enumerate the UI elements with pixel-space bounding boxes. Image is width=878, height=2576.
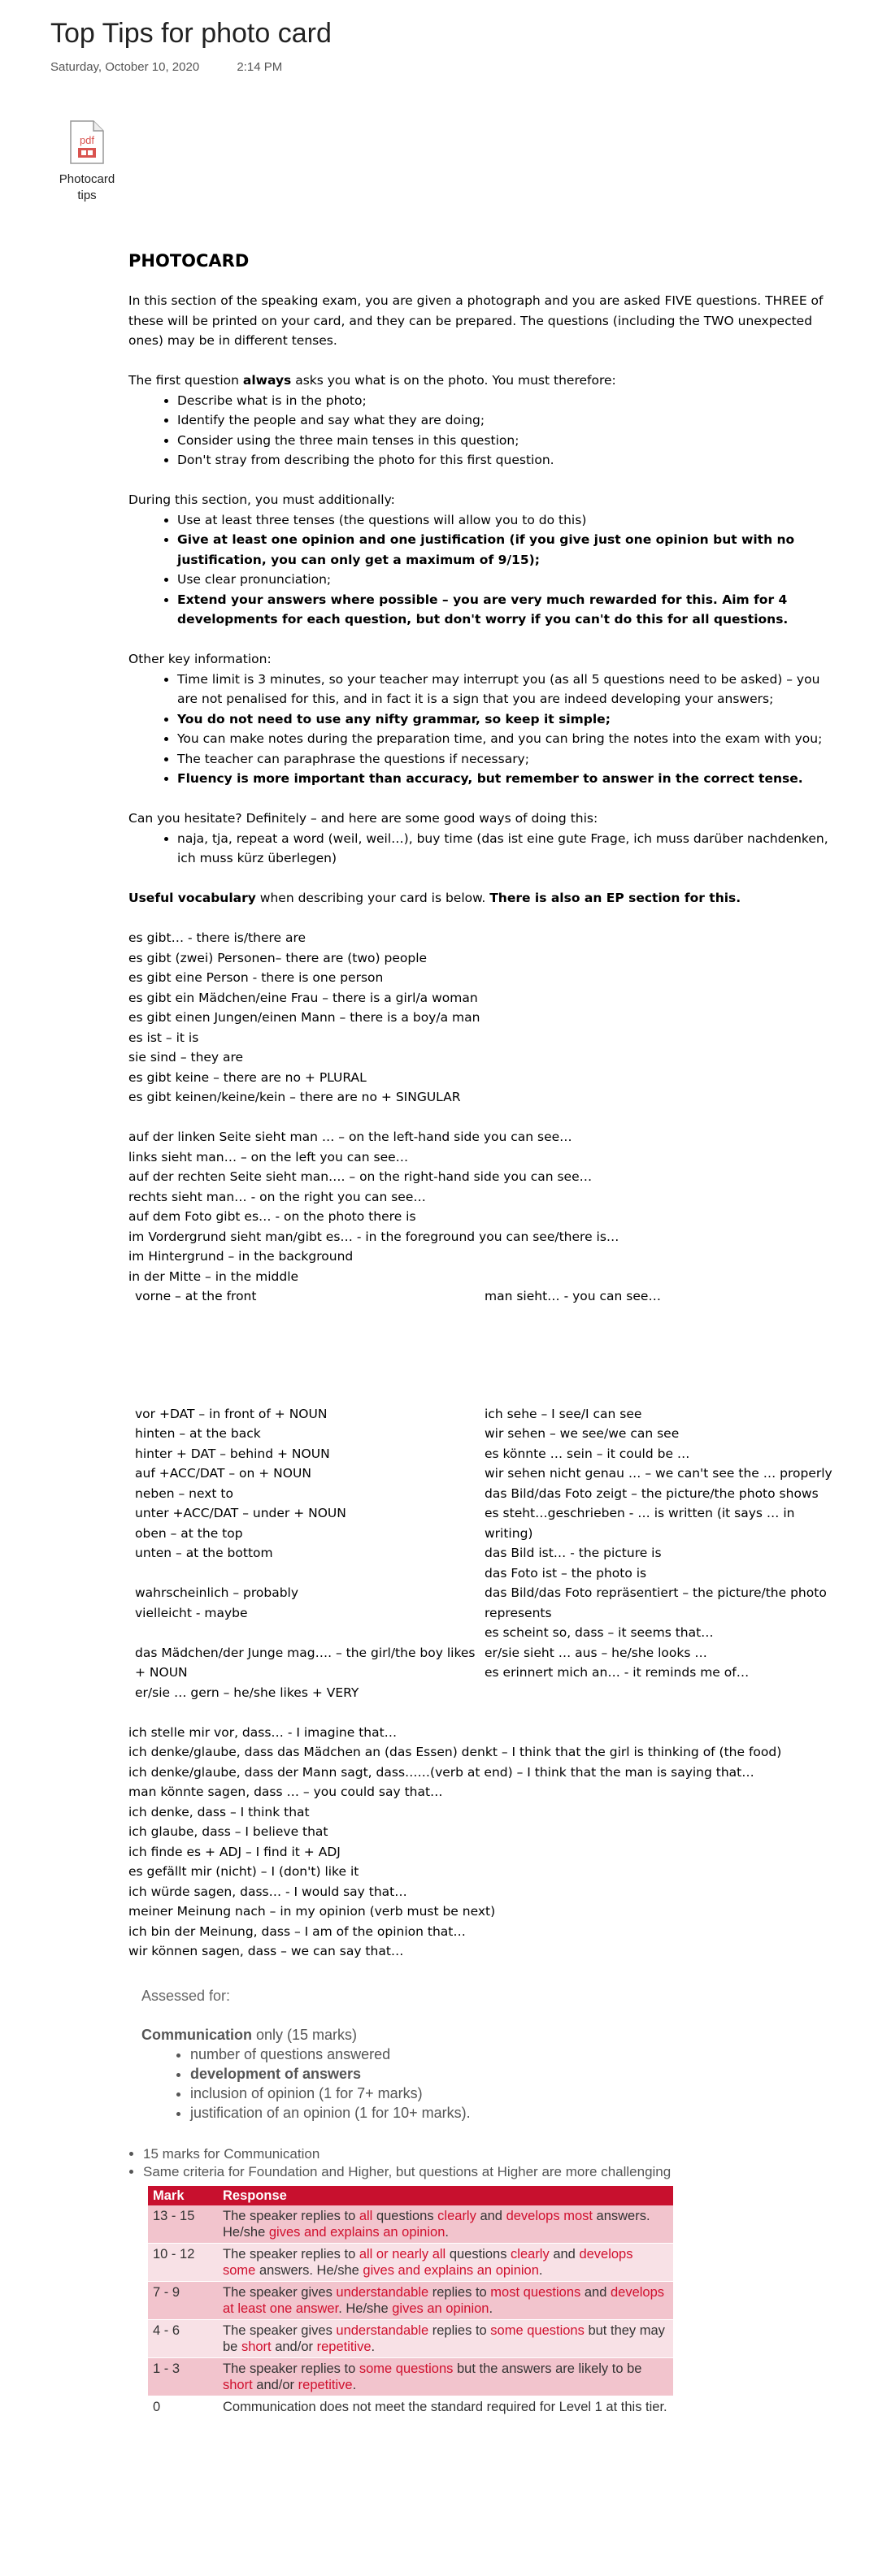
list-item: • Don't stray from describing the photo for this first question. xyxy=(177,450,836,471)
list-item: • Time limit is 3 minutes, so your teacher may interrupt you (as all 5 questions need to be asked) – you are not penalised for this, and in fact it is a sign that you are indeed developing your answers; xyxy=(177,670,836,709)
mark-table xyxy=(148,2186,673,2418)
vocab-block-c: ich stelle mir vor, dass… - I imagine that… ich denke/glaube, dass das Mädchen an (das Essen) denkt – I think that the girl is thinking of (the food) ich denke/glaube, dass der Mann sagt, dass……(verb at end) – I think that the man is saying that… man könnte sagen, dass … – you could say that… ich denke, dass – I think that ich glaube, dass – I believe that ich finde es + ADJ – I find it + ADJ es gefällt mir (nicht) – I (don't) like it ich würde sagen, dass… - I would say that… meiner Meinung nach – in my opinion (verb must be next) ich bin der Meinung, dass – I am of the opinion that… wir können sagen, dass – we can say that… xyxy=(128,1724,782,1958)
communication-line: Communication only (15 marks) xyxy=(141,2026,358,2043)
list-item: • Consider using the three main tenses in this question; xyxy=(177,431,836,451)
during-list xyxy=(128,510,836,630)
pdf-attachment[interactable] xyxy=(50,120,124,204)
other-heading: Other key information: xyxy=(128,652,272,666)
doc-heading: PHOTOCARD xyxy=(128,251,250,271)
header-response: Response xyxy=(218,2186,673,2205)
pdf-icon-text: pdf xyxy=(79,134,95,146)
list-item: • 15 marks for Communication xyxy=(143,2145,836,2163)
pdf-icon xyxy=(69,120,105,164)
page-meta xyxy=(50,60,316,74)
during-heading: During this section, you must additionally: xyxy=(128,492,395,507)
other-list xyxy=(128,670,836,789)
hesitate-heading: Can you hesitate? Definitely – and here are some good ways of doing this: xyxy=(128,811,598,826)
first-question-list xyxy=(128,391,836,471)
hesitate-list xyxy=(128,829,836,869)
table-row: 7 - 9 The speaker gives understandable replies to most questions and develops at least one answer. He/she gives an opinion. xyxy=(148,2281,673,2319)
list-item: • You can make notes during the preparation time, and you can bring the notes into the exam with you; xyxy=(177,729,836,749)
vocab-right-column: ich sehe – I see/I can see wir sehen – we see/we can see es könnte … sein – it could be … wir sehen nicht genau … – we can't see the … properly das Bild/das Foto zeigt – the picture/the photo shows es steht…geschrieben - … is written (it says … in writing) das Bild ist… - the picture is das Foto ist – the photo is das Bild/das Foto repräsentiert – the picture/the photo represents es scheint so, dass – it seems that… er/sie sieht … aus – he/she looks … es erinnert mich an… - it reminds me of… xyxy=(485,1406,832,1680)
attachment-label: Photocard tips xyxy=(59,172,115,202)
list-item: • Identify the people and say what they are doing; xyxy=(177,410,836,431)
assessed-list xyxy=(141,2045,836,2123)
list-item: • Use clear pronunciation; xyxy=(177,570,836,590)
intro-paragraph: In this section of the speaking exam, you are given a photograph and you are asked FIVE questions. THREE of these will be printed on your card, and they can be prepared. The questions (including the TWO unexpected ones) may be in different tenses. xyxy=(128,293,824,348)
table-row: 13 - 15 The speaker replies to all questions clearly and develops most answers. He/she gives and explains an opinion. xyxy=(148,2205,673,2244)
list-item: • number of questions answered xyxy=(190,2045,836,2064)
page-time: 2:14 PM xyxy=(237,60,283,74)
table-row: 0 Communication does not meet the standard required for Level 1 at this tier. xyxy=(148,2396,673,2418)
table-row: 4 - 6 The speaker gives understandable replies to some questions but they may be short and/or repetitive. xyxy=(148,2319,673,2357)
table-row: 1 - 3 The speaker replies to some questions but the answers are likely to be short and/or repetitive. xyxy=(148,2357,673,2396)
list-item: • Fluency is more important than accuracy, but remember to answer in the correct tense. xyxy=(177,769,836,789)
list-item: • justification of an opinion (1 for 10+ marks). xyxy=(190,2103,836,2123)
assessed-label: Assessed for: xyxy=(141,1987,231,2004)
vocab-block-a: es gibt… - there is/there are es gibt (zwei) Personen– there are (two) people es gibt eine Person - there is one person es gibt ein Mädchen/eine Frau – there is a girl/a woman es gibt einen Jungen/einen Mann – there is a boy/a man es ist – it is sie sind – they are es gibt keine – there are no + PLURAL es gibt keinen/keine/kein – there are no + SINGULAR xyxy=(128,930,480,1104)
header-mark: Mark xyxy=(148,2186,218,2205)
table-header-row xyxy=(148,2186,673,2205)
list-item: • Use at least three tenses (the questions will allow you to do this) xyxy=(177,510,836,531)
list-item: • Extend your answers where possible – you are very much rewarded for this. Aim for 4 developments for each question, but don't worry if you can't do this for all questions. xyxy=(177,590,836,630)
list-item: • The teacher can paraphrase the questions if necessary; xyxy=(177,749,836,770)
assessed-section xyxy=(141,1986,836,2123)
list-item: • naja, tja, repeat a word (weil, weil…), buy time (das ist eine gute Frage, ich muss darüber nachdenken, ich muss kürz überlegen) xyxy=(177,829,836,869)
criteria-section xyxy=(128,2145,836,2418)
list-item: • inclusion of opinion (1 for 7+ marks) xyxy=(190,2084,836,2103)
vorne-row: vorne – at the front man sieht… - you can see… xyxy=(135,1289,661,1303)
vocab-block-b: auf der linken Seite sieht man … – on the left-hand side you can see… links sieht man… – on the left you can see… auf der rechten Seite sieht man…. – on the right-hand side you can see… rechts sieht man… - on the right you can see… auf dem Foto gibt es… - on the photo there is im Vordergrund sieht man/gibt es… - in the foreground you can see/there is… im Hintergrund – in the background in der Mitte – in the middle xyxy=(128,1130,619,1284)
document-body xyxy=(128,249,836,2418)
list-item: • Same criteria for Foundation and Higher, but questions at Higher are more challenging xyxy=(143,2163,836,2181)
vocab-intro: Useful vocabulary when describing your card is below. There is also an EP section for this. xyxy=(128,891,741,905)
page-date: Saturday, October 10, 2020 xyxy=(50,60,200,74)
list-item: • Describe what is in the photo; xyxy=(177,391,836,411)
vocab-two-column xyxy=(128,1404,836,1703)
vocab-left-column: vor +DAT – in front of + NOUN hinten – at the back hinter + DAT – behind + NOUN auf +ACC/DAT – on + NOUN neben – next to unter +ACC/DAT – under + NOUN oben – at the top unten – at the bottom wahrscheinlich – probably vielleicht - maybe das Mädchen/der Junge mag…. – the girl/the boy likes + NOUN er/sie … gern – he/she likes + VERY xyxy=(135,1406,476,1700)
first-question-text: The first question always asks you what is on the photo. You must therefore: xyxy=(128,373,616,388)
page-title: Top Tips for photo card xyxy=(50,18,332,49)
list-item: • Give at least one opinion and one justification (if you give just one opinion but with no justification, you can only get a maximum of 9/15); xyxy=(177,530,836,570)
list-item: • development of answers xyxy=(190,2064,836,2084)
table-row: 10 - 12 The speaker replies to all or nearly all questions clearly and develops some answers. He/she gives and explains an opinion. xyxy=(148,2243,673,2281)
list-item: • You do not need to use any nifty grammar, so keep it simple; xyxy=(177,709,836,730)
